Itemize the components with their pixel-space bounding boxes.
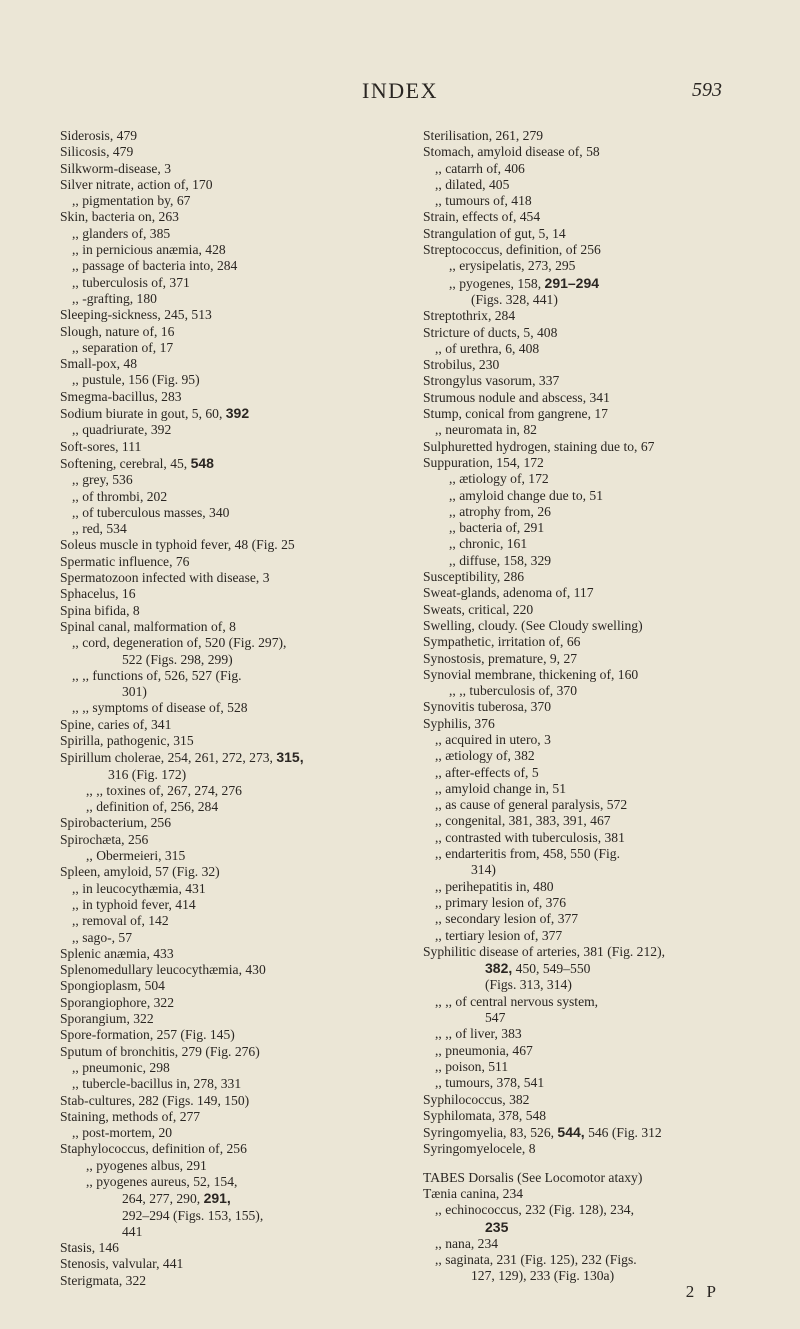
entry-text: Sterilisation, 261, 279 xyxy=(423,128,544,143)
entry-text: Syphilomata, 378, 548 xyxy=(423,1107,547,1123)
entry-text: ,, cord, degeneration of, 520 (Fig. 297), xyxy=(72,635,287,651)
index-entry xyxy=(60,815,400,831)
entry-text: ,, diffuse, 158, 329 xyxy=(449,552,552,568)
entry-text: ,, poison, 511 xyxy=(435,1058,509,1074)
index-entry xyxy=(423,308,783,324)
index-entry xyxy=(423,177,783,193)
entry-text: Sleeping-sickness, 245, 513 xyxy=(60,307,212,323)
index-entry xyxy=(60,291,400,307)
entry-text: ,, ætiology of, 382 xyxy=(435,748,535,764)
index-entry xyxy=(423,1252,783,1268)
index-entry xyxy=(423,585,783,601)
entry-text: ,, pustule, 156 (Fig. 95) xyxy=(72,372,200,388)
entry-text: ,, red, 534 xyxy=(72,521,127,537)
index-entry xyxy=(60,1125,400,1141)
entry-text: Silver nitrate, action of, 170 xyxy=(60,176,213,192)
entry-text: Stricture of ducts, 5, 408 xyxy=(423,324,558,340)
index-entry xyxy=(423,862,783,878)
index-entry xyxy=(423,1059,783,1075)
entry-text: ,, secondary lesion of, 377 xyxy=(435,911,579,927)
entry-text: ,, glanders of, 385 xyxy=(72,225,171,241)
index-entry xyxy=(60,1256,400,1272)
index-entry xyxy=(60,930,400,946)
index-entry xyxy=(423,1092,783,1108)
index-entry xyxy=(60,472,400,488)
index-entry xyxy=(60,783,400,799)
index-entry xyxy=(423,1124,783,1141)
index-entry xyxy=(60,505,400,521)
entry-text: ,, neuromata in, 82 xyxy=(435,422,537,438)
index-entry xyxy=(423,1141,783,1157)
index-entry xyxy=(60,275,400,291)
index-entry xyxy=(423,325,783,341)
index-entry xyxy=(60,881,400,897)
entry-text: Suppuration, 154, 172 xyxy=(423,454,544,470)
entry-text: ,, ætiology of, 172 xyxy=(449,471,549,487)
entry-text: ,, amyloid change due to, 51 xyxy=(449,487,604,503)
index-entry xyxy=(60,799,400,815)
index-entry xyxy=(423,1026,783,1042)
entry-text: ,, of urethra, 6, 408 xyxy=(435,340,540,356)
index-entry xyxy=(60,570,400,586)
entry-text: ,, acquired in utero, 3 xyxy=(435,731,551,747)
index-entry xyxy=(423,504,783,520)
entry-text: ,, in typhoid fever, 414 xyxy=(72,896,196,912)
index-entry xyxy=(423,781,783,797)
entry-text: ,, tumours of, 418 xyxy=(435,193,532,209)
entry-text: 522 (Figs. 298, 299) xyxy=(122,651,233,667)
entry-text: Soleus muscle in typhoid fever, 48 (Fig. 25 xyxy=(60,537,295,553)
index-entry xyxy=(60,1208,400,1224)
entry-text: ,, tuberculosis of, 371 xyxy=(72,274,190,290)
index-entry xyxy=(60,1109,400,1125)
entry-text: Slough, nature of, 16 xyxy=(60,323,175,339)
index-entry xyxy=(60,340,400,356)
index-entry xyxy=(423,292,783,308)
index-entry xyxy=(423,683,783,699)
index-entry xyxy=(423,144,783,160)
entry-text: Skin, bacteria on, 263 xyxy=(60,209,179,225)
index-entry xyxy=(423,373,783,389)
page-title: INDEX xyxy=(362,78,438,103)
entry-text: 441 xyxy=(122,1223,143,1239)
entry-text: ,, contrasted with tuberculosis, 381 xyxy=(435,829,625,845)
index-entry xyxy=(60,635,400,651)
entry-text: Spirilla, pathogenic, 315 xyxy=(60,732,194,748)
index-entry xyxy=(60,226,400,242)
index-entry xyxy=(423,748,783,764)
entry-text: Splenomedullary leucocythæmia, 430 xyxy=(60,962,266,978)
index-entry xyxy=(60,1158,400,1174)
index-entry xyxy=(60,897,400,913)
index-entry xyxy=(423,797,783,813)
entry-text: ,, ,, of central nervous system, xyxy=(435,993,599,1009)
entry-text: Syphilococcus, 382 xyxy=(423,1091,530,1107)
entry-text: Spermatozoon infected with disease, 3 xyxy=(60,570,270,586)
index-entry xyxy=(60,767,400,783)
index-entry xyxy=(60,1141,400,1157)
index-entry xyxy=(423,716,783,732)
entry-text: ,, tubercle-bacillus in, 278, 331 xyxy=(72,1076,242,1092)
entry-text: ,, quadriurate, 392 xyxy=(72,422,172,438)
index-entry xyxy=(60,717,400,733)
entry-text: Strongylus vasorum, 337 xyxy=(423,373,560,389)
entry-text: Streptothrix, 284 xyxy=(423,308,516,324)
entry-text: ,, saginata, 231 (Fig. 125), 232 (Figs. xyxy=(435,1252,637,1268)
index-entry xyxy=(60,161,400,177)
index-entry xyxy=(423,944,783,960)
entry-text: Spinal canal, malformation of, 8 xyxy=(60,618,236,634)
index-entry xyxy=(60,209,400,225)
entry-text: ,, sago-, 57 xyxy=(72,929,133,945)
entry-text: ,, separation of, 17 xyxy=(72,339,174,355)
index-entry xyxy=(60,521,400,537)
entry-text: (Figs. 313, 314) xyxy=(485,977,572,993)
entry-text: Streptococcus, definition, of 256 xyxy=(423,242,601,258)
index-entry xyxy=(423,667,783,683)
index-entry xyxy=(60,128,400,144)
page-number: 593 xyxy=(692,79,722,101)
index-entry xyxy=(60,1240,400,1256)
entry-bold-page: 291–294 xyxy=(544,274,600,291)
entry-text: Spirillum cholerae, 254, 261, 272, 273, xyxy=(60,750,277,766)
entry-text: Sterigmata, 322 xyxy=(60,1272,147,1288)
index-entry xyxy=(60,978,400,994)
index-entry xyxy=(423,1268,783,1284)
entry-text: Strobilus, 230 xyxy=(423,357,500,373)
index-entry xyxy=(60,586,400,602)
index-column-right xyxy=(423,128,783,1285)
index-entry xyxy=(60,439,400,455)
index-entry xyxy=(60,749,400,766)
entry-text: ,, pneumonia, 467 xyxy=(435,1042,533,1058)
entry-text: ,, as cause of general paralysis, 572 xyxy=(435,797,628,813)
entry-text: ,, definition of, 256, 284 xyxy=(86,799,219,815)
entry-text: 292–294 (Figs. 153, 155), xyxy=(122,1207,264,1223)
entry-text: ,, amyloid change in, 51 xyxy=(435,780,566,796)
index-entry xyxy=(423,341,783,357)
entry-text: ,, tertiary lesion of, 377 xyxy=(435,927,563,943)
entry-text: ,, ,, of liver, 383 xyxy=(435,1026,522,1042)
index-entry xyxy=(423,911,783,927)
index-entry xyxy=(423,994,783,1010)
index-entry xyxy=(423,602,783,618)
entry-text: ,, atrophy from, 26 xyxy=(449,503,551,519)
entry-text: Stasis, 146 xyxy=(60,1240,119,1256)
entry-text: Sweats, critical, 220 xyxy=(423,601,534,617)
entry-text: ,, perihepatitis in, 480 xyxy=(435,878,554,894)
index-entry xyxy=(423,569,783,585)
entry-text: Synovial membrane, thickening of, 160 xyxy=(423,666,639,682)
index-entry xyxy=(60,684,400,700)
index-entry xyxy=(423,732,783,748)
entry-text: ,, dilated, 405 xyxy=(435,176,510,192)
index-entry xyxy=(423,553,783,569)
entry-text: 264, 277, 290, xyxy=(122,1191,204,1207)
entry-text: ,, of tuberculous masses, 340 xyxy=(72,504,230,520)
entry-text: 547 xyxy=(485,1010,506,1026)
index-entry xyxy=(60,619,400,635)
index-entry xyxy=(60,700,400,716)
entry-text: ,, pneumonic, 298 xyxy=(72,1059,170,1075)
entry-text: Spirobacterium, 256 xyxy=(60,815,171,831)
index-entry xyxy=(60,455,400,472)
index-entry xyxy=(60,1060,400,1076)
entry-text: ,, endarteritis from, 458, 550 (Fig. xyxy=(435,846,620,862)
index-entry xyxy=(60,962,400,978)
index-entry xyxy=(423,634,783,650)
index-entry xyxy=(423,536,783,552)
entry-text: ,, catarrh of, 406 xyxy=(435,160,525,176)
index-entry xyxy=(423,1202,783,1218)
entry-text: 301) xyxy=(122,684,147,700)
entry-text: Susceptibility, 286 xyxy=(423,569,525,585)
index-entry xyxy=(60,1190,400,1207)
entry-text: ,, pigmentation by, 67 xyxy=(72,193,191,209)
entry-text: ,, after-effects of, 5 xyxy=(435,764,539,780)
index-entry xyxy=(60,258,400,274)
index-entry xyxy=(423,242,783,258)
entry-text: Sporangium, 322 xyxy=(60,1011,154,1027)
index-entry xyxy=(423,928,783,944)
entry-text: Soft-sores, 111 xyxy=(60,438,142,454)
index-entry xyxy=(423,455,783,471)
index-entry xyxy=(60,307,400,323)
index-entry xyxy=(423,1236,783,1252)
entry-text: ,, removal of, 142 xyxy=(72,913,169,929)
entry-text: Spongioplasm, 504 xyxy=(60,978,165,994)
entry-text: ,, tumours, 378, 541 xyxy=(435,1075,545,1091)
index-entry xyxy=(60,372,400,388)
index-entry xyxy=(60,389,400,405)
index-entry xyxy=(60,848,400,864)
index-entry xyxy=(423,699,783,715)
entry-text-continued: 546 (Fig. 312 xyxy=(584,1125,662,1141)
entry-text: Small-pox, 48 xyxy=(60,356,138,372)
index-entry xyxy=(423,520,783,536)
entry-text: Silicosis, 479 xyxy=(60,144,134,160)
entry-text: Softening, cerebral, 45, xyxy=(60,455,191,471)
index-entry xyxy=(423,977,783,993)
entry-text: Staining, methods of, 277 xyxy=(60,1108,201,1124)
index-entry xyxy=(60,1093,400,1109)
index-entry xyxy=(60,422,400,438)
index-entry xyxy=(423,161,783,177)
index-entry xyxy=(60,405,400,422)
index-entry xyxy=(423,1170,783,1186)
entry-text: ,, primary lesion of, 376 xyxy=(435,894,567,910)
entry-bold-page: 548 xyxy=(190,454,214,471)
index-entry xyxy=(423,1075,783,1091)
index-entry xyxy=(60,913,400,929)
entry-text: ,, pyogenes albus, 291 xyxy=(86,1157,207,1173)
index-entry xyxy=(423,846,783,862)
index-entry xyxy=(423,1043,783,1059)
index-entry xyxy=(60,733,400,749)
entry-text-continued: 450, 549–550 xyxy=(512,961,591,977)
index-entry xyxy=(423,651,783,667)
index-entry xyxy=(423,258,783,274)
entry-text: ,, grey, 536 xyxy=(72,472,133,488)
index-entry xyxy=(60,1011,400,1027)
index-entry xyxy=(60,995,400,1011)
entry-bold-page: 291, xyxy=(203,1190,231,1207)
entry-text: Syringomyelia, 83, 526, xyxy=(423,1125,558,1141)
entry-text: ,, Obermeieri, 315 xyxy=(86,848,186,864)
entry-text: Stab-cultures, 282 (Figs. 149, 150) xyxy=(60,1092,250,1108)
index-entry xyxy=(60,193,400,209)
entry-bold-page: 235 xyxy=(485,1218,509,1235)
entry-text: Synovitis tuberosa, 370 xyxy=(423,699,552,715)
entry-text: ,, pyogenes aureus, 52, 154, xyxy=(86,1174,238,1189)
entry-text: Stump, conical from gangrene, 17 xyxy=(423,406,608,422)
entry-text: Siderosis, 479 xyxy=(60,128,138,143)
index-entry xyxy=(60,946,400,962)
index-entry xyxy=(423,1108,783,1124)
index-entry xyxy=(423,488,783,504)
index-entry xyxy=(423,193,783,209)
index-entry xyxy=(60,832,400,848)
index-entry xyxy=(423,471,783,487)
entry-bold-page: 392 xyxy=(225,405,250,422)
entry-text: Sodium biurate in gout, 5, 60, xyxy=(60,406,226,422)
index-entry xyxy=(423,1186,783,1202)
entry-text: Tænia canina, 234 xyxy=(423,1186,524,1201)
entry-text: Strangulation of gut, 5, 14 xyxy=(423,225,566,241)
index-entry xyxy=(423,226,783,242)
index-entry xyxy=(60,324,400,340)
index-column-left xyxy=(60,128,400,1289)
entry-bold-page: 544, xyxy=(557,1124,585,1141)
entry-text: ,, passage of bacteria into, 284 xyxy=(72,258,238,274)
index-entry xyxy=(60,652,400,668)
entry-text: TABES Dorsalis (See Locomotor ataxy) xyxy=(423,1169,643,1185)
index-entry xyxy=(60,537,400,553)
entry-text: ,, erysipelatis, 273, 295 xyxy=(449,258,576,274)
index-entry xyxy=(423,1010,783,1026)
index-entry xyxy=(60,554,400,570)
index-entry xyxy=(423,1219,783,1236)
index-entry xyxy=(423,895,783,911)
index-entry xyxy=(60,1076,400,1092)
entry-text: Sympathetic, irritation of, 66 xyxy=(423,634,581,650)
index-entry xyxy=(60,356,400,372)
entry-text: ,, post-mortem, 20 xyxy=(72,1125,173,1141)
entry-text: Strain, effects of, 454 xyxy=(423,209,541,225)
entry-bold-page: 315, xyxy=(276,749,304,766)
entry-text: Splenic anæmia, 433 xyxy=(60,945,174,961)
entry-text: ,, of thrombi, 202 xyxy=(72,488,168,504)
entry-text: ,, -grafting, 180 xyxy=(72,290,157,306)
entry-text: 316 (Fig. 172) xyxy=(108,766,187,782)
page-header xyxy=(0,78,800,108)
entry-text: Spina bifida, 8 xyxy=(60,602,140,618)
index-entry xyxy=(423,390,783,406)
index-entry xyxy=(423,275,783,292)
index-entry xyxy=(423,618,783,634)
index-entry xyxy=(60,1027,400,1043)
index-entry xyxy=(60,1273,400,1289)
entry-text: Staphylococcus, definition of, 256 xyxy=(60,1141,247,1157)
index-entry xyxy=(60,864,400,880)
entry-text: ,, ,, symptoms of disease of, 528 xyxy=(72,700,248,716)
index-entry xyxy=(60,603,400,619)
entry-text: Synostosis, premature, 9, 27 xyxy=(423,650,578,666)
entry-text: Syringomyelocele, 8 xyxy=(423,1141,536,1157)
entry-text: Syphilis, 376 xyxy=(423,715,495,731)
index-entry xyxy=(423,813,783,829)
entry-text: Silkworm-disease, 3 xyxy=(60,160,172,176)
entry-text: ,, ,, tuberculosis of, 370 xyxy=(449,683,577,699)
entry-gap xyxy=(423,1158,783,1170)
index-entry xyxy=(60,1174,400,1190)
entry-text: ,, nana, 234 xyxy=(435,1235,499,1251)
entry-text: ,, in pernicious anæmia, 428 xyxy=(72,242,226,258)
entry-text: ,, bacteria of, 291 xyxy=(449,520,545,536)
index-entry xyxy=(423,406,783,422)
entry-text: Stomach, amyloid disease of, 58 xyxy=(423,144,600,160)
entry-text: ,, echinococcus, 232 (Fig. 128), 234, xyxy=(435,1202,634,1218)
index-entry xyxy=(423,765,783,781)
entry-bold-page: 382, xyxy=(485,960,513,977)
entry-text: (Figs. 328, 441) xyxy=(471,291,558,307)
entry-text: Sphacelus, 16 xyxy=(60,586,136,602)
entry-text: ,, ,, toxines of, 267, 274, 276 xyxy=(86,782,242,798)
index-entry xyxy=(423,830,783,846)
entry-text: Sputum of bronchitis, 279 (Fig. 276) xyxy=(60,1043,260,1059)
entry-text: Smegma-bacillus, 283 xyxy=(60,388,182,404)
index-entry xyxy=(60,1044,400,1060)
index-entry xyxy=(60,1224,400,1240)
index-entry xyxy=(60,144,400,160)
signature-mark: 2 P xyxy=(685,1282,720,1301)
index-entry xyxy=(60,242,400,258)
index-entry xyxy=(423,209,783,225)
entry-text: 314) xyxy=(471,862,496,878)
index-entry xyxy=(60,668,400,684)
entry-text: Stenosis, valvular, 441 xyxy=(60,1256,184,1272)
entry-text: ,, pyogenes, 158, xyxy=(449,275,545,291)
entry-text: Sporangiophore, 322 xyxy=(60,994,175,1010)
index-entry xyxy=(423,960,783,977)
entry-text: ,, in leucocythæmia, 431 xyxy=(72,880,206,896)
index-entry xyxy=(60,177,400,193)
index-entry xyxy=(423,439,783,455)
index-entry xyxy=(423,422,783,438)
entry-text: Spleen, amyloid, 57 (Fig. 32) xyxy=(60,864,220,880)
entry-text: 127, 129), 233 (Fig. 130a) xyxy=(471,1268,615,1284)
entry-text: Spore-formation, 257 (Fig. 145) xyxy=(60,1027,235,1043)
entry-text: ,, congenital, 381, 383, 391, 467 xyxy=(435,813,611,829)
entry-text: ,, chronic, 161 xyxy=(449,536,528,552)
entry-text: ,, ,, functions of, 526, 527 (Fig. xyxy=(72,667,242,683)
entry-text: Sweat-glands, adenoma of, 117 xyxy=(423,585,594,601)
entry-text: Syphilitic disease of arteries, 381 (Fig. 212), xyxy=(423,943,665,959)
entry-text: Spine, caries of, 341 xyxy=(60,716,172,732)
entry-text: Spirochæta, 256 xyxy=(60,831,149,847)
entry-text: Strumous nodule and abscess, 341 xyxy=(423,389,610,405)
entry-text: Sulphuretted hydrogen, staining due to, 67 xyxy=(423,438,655,454)
index-entry xyxy=(423,128,783,144)
entry-text: Swelling, cloudy. (See Cloudy swelling) xyxy=(423,617,643,633)
index-entry xyxy=(60,489,400,505)
index-entry xyxy=(423,879,783,895)
entry-text: Spermatic influence, 76 xyxy=(60,553,190,569)
index-entry xyxy=(423,357,783,373)
